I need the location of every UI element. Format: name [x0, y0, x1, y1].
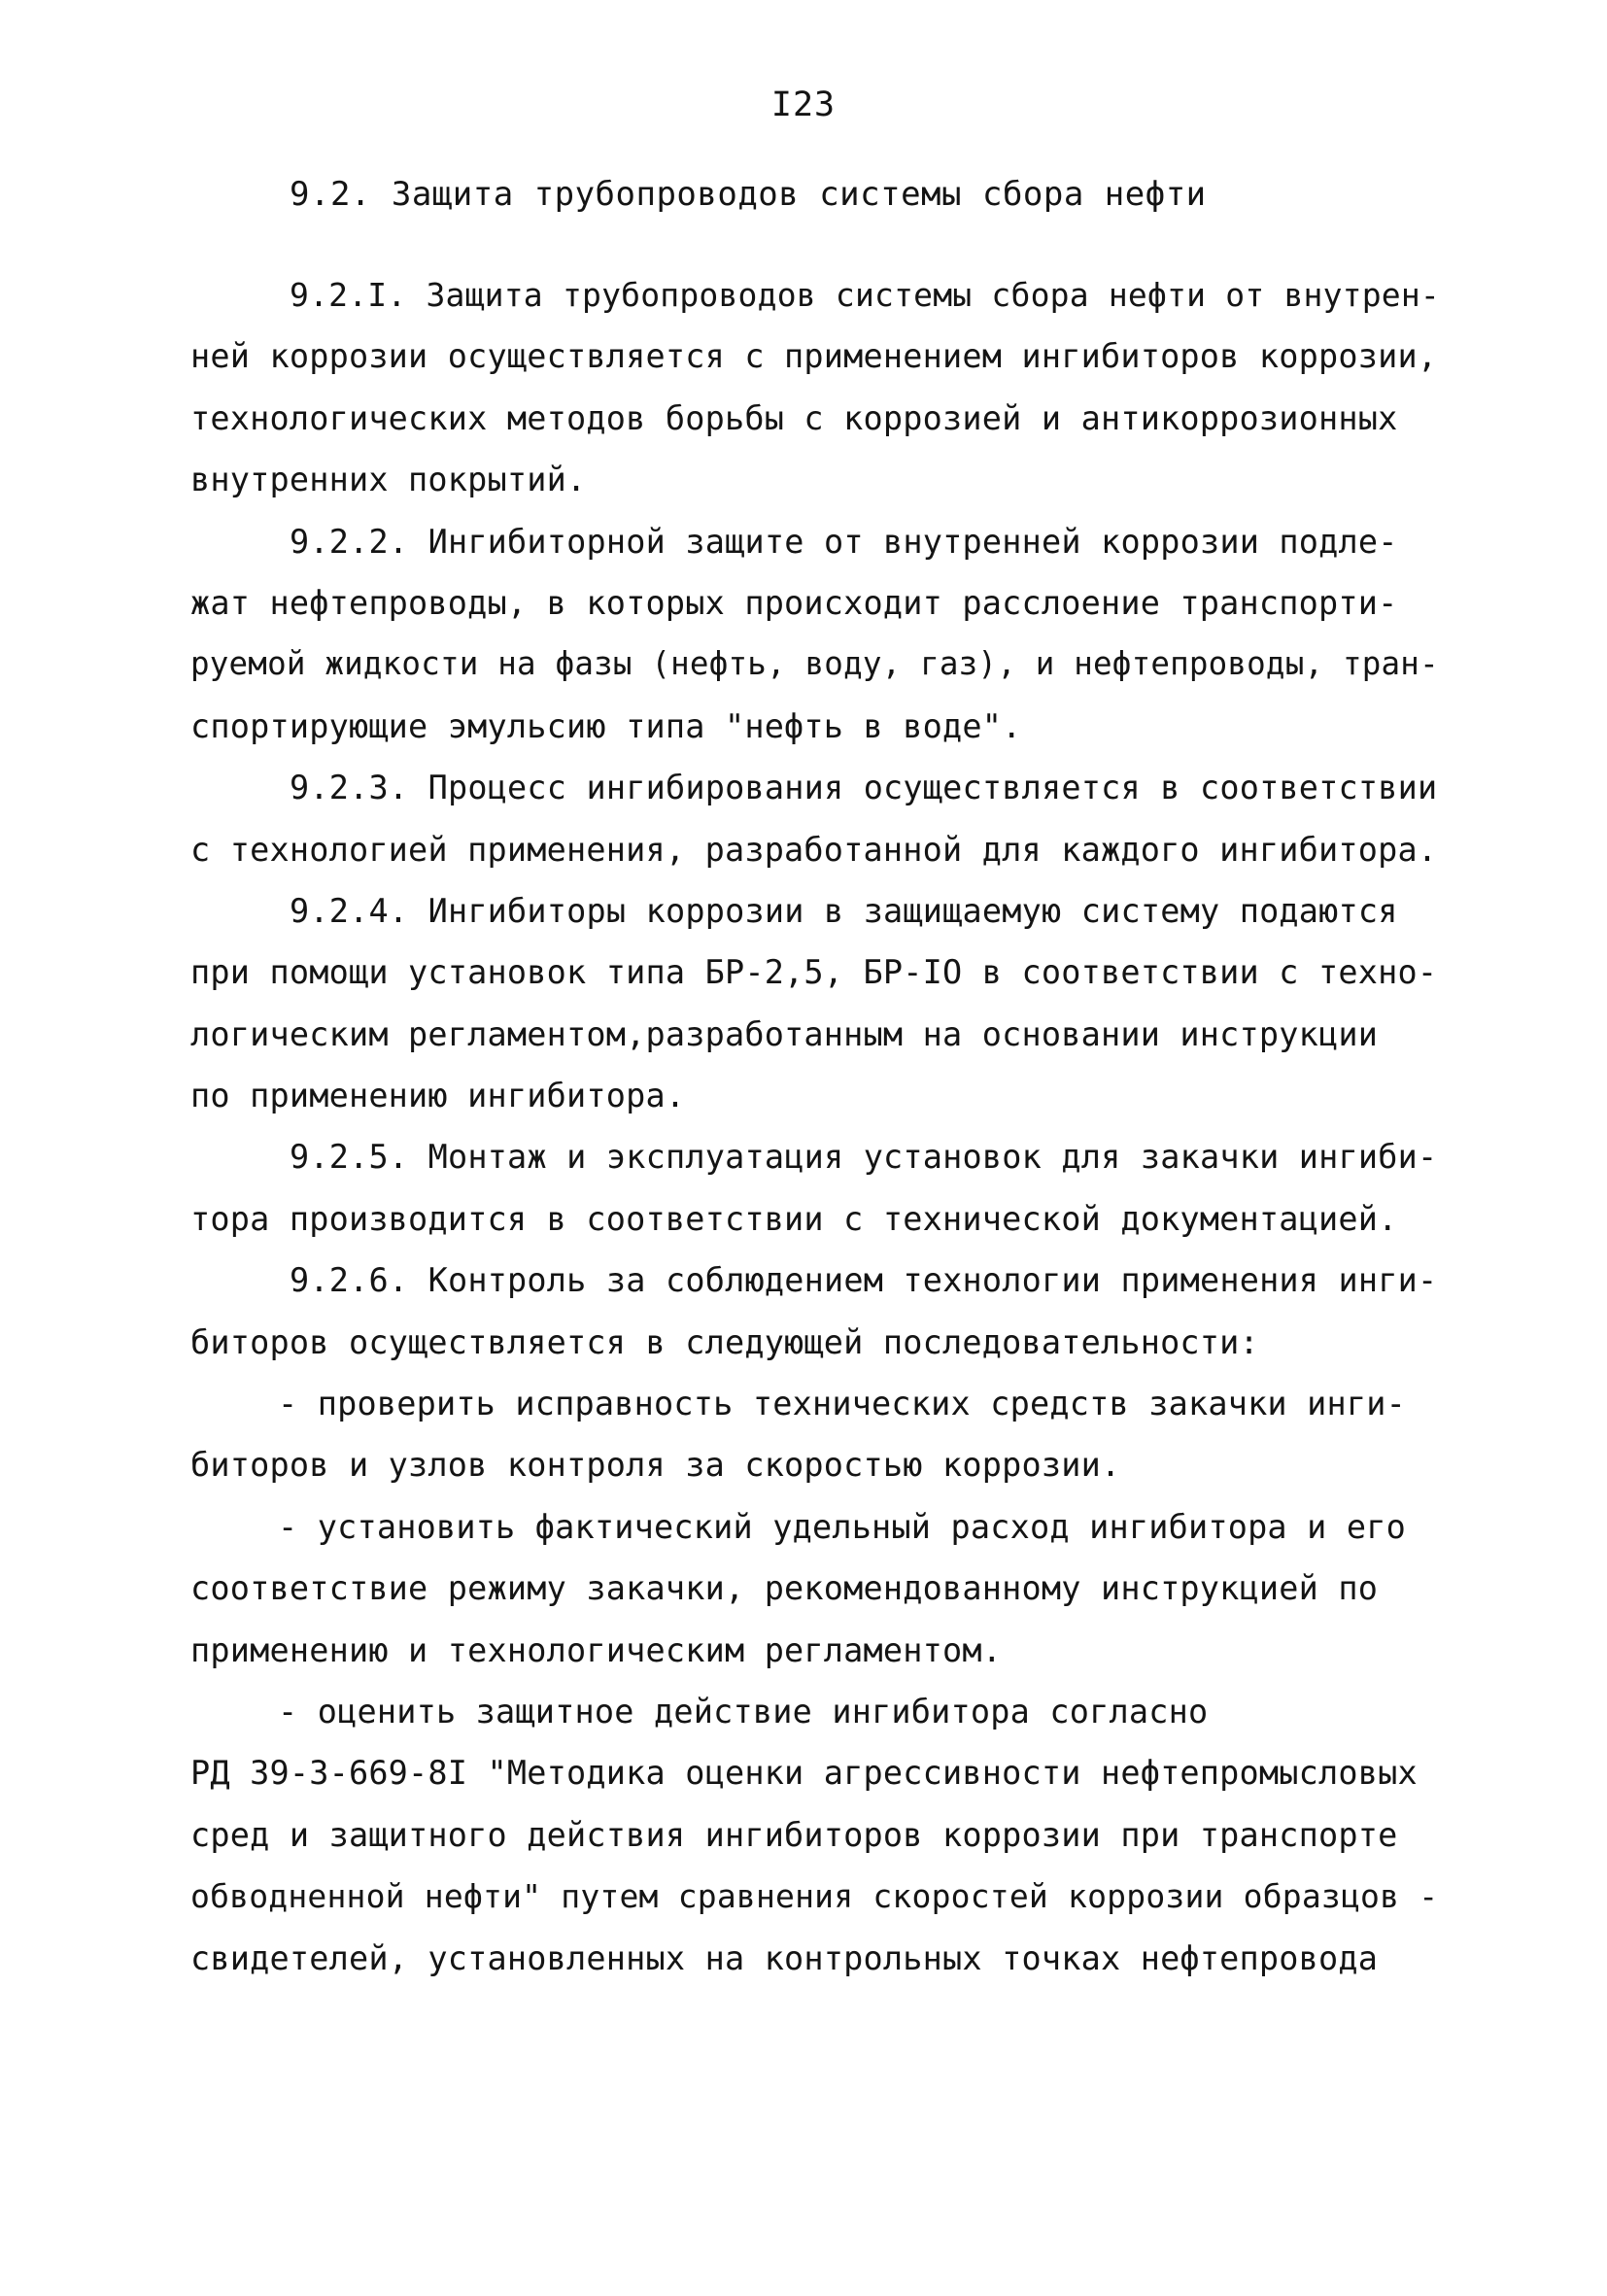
text-line: ней коррозии осуществляется с применением ингибиторов коррозии,: [190, 337, 1438, 376]
text-line: 9.2.2. Ингибиторной защите от внутренней коррозии подле-: [290, 522, 1398, 561]
text-line: обводненной нефти" путем сравнения скоростей коррозии образцов -: [190, 1877, 1439, 1916]
text-line: внутренних покрытий.: [190, 461, 587, 499]
text-line: тора производится в соответствии с технической документацией.: [190, 1199, 1398, 1238]
page-number: I23: [770, 86, 837, 124]
text-line: соответствие режиму закачки, рекомендованному инструкцией по: [190, 1569, 1379, 1608]
text-line: с технологией применения, разработанной для каждого ингибитора.: [190, 830, 1438, 869]
text-line: биторов и узлов контроля за скоростью коррозии.: [190, 1446, 1121, 1485]
text-line: по применению ингибитора.: [190, 1077, 686, 1115]
text-line: логическим регламентом,разработанным на основании инструкции: [190, 1014, 1379, 1053]
text-line: - установить фактический удельный расход ингибитора и его: [278, 1507, 1407, 1546]
body-text: [190, 264, 1444, 1989]
text-line: 9.2.3. Процесс ингибирования осуществляется в соответствии: [290, 769, 1438, 807]
text-line: 9.2.5. Монтаж и эксплуатация установок для закачки ингиби-: [290, 1138, 1438, 1177]
text-line: - оценить защитное действие ингибитора согласно: [278, 1692, 1209, 1731]
text-line: жат нефтепроводы, в которых происходит расслоение транспорти-: [190, 583, 1398, 622]
text-line: 9.2.I. Защита трубопроводов системы сбора нефти от внутрен-: [290, 276, 1440, 314]
text-line: РД 39-3-669-8I "Методика оценки агрессивности нефтепромысловых: [190, 1754, 1418, 1793]
text-line: - проверить исправность технических средств закачки инги-: [278, 1385, 1407, 1423]
text-line: биторов осуществляется в следующей последовательности:: [190, 1322, 1259, 1361]
text-line: свидетелей, установленных на контрольных точках нефтепровода: [190, 1938, 1379, 1977]
text-line: спортирующие эмульсию типа "нефть в воде".: [190, 706, 1022, 745]
text-line: при помощи установок типа БР-2,5, БР-IO в соответствии с техно-: [190, 953, 1438, 992]
text-line: 9.2.6. Контроль за соблюдением технологии применения инги-: [290, 1261, 1438, 1300]
text-line: технологических методов борьбы с коррозией и антикоррозионных: [190, 398, 1398, 437]
text-line: 9.2.4. Ингибиторы коррозии в защищаемую систему подаются: [290, 891, 1398, 930]
section-title: 9.2. Защита трубопроводов системы сбора нефти: [290, 175, 1207, 214]
text-line: сред и защитного действия ингибиторов коррозии при транспорте: [190, 1815, 1398, 1854]
text-line: руемой жидкости на фазы (нефть, воду, газ), и нефтепроводы, тран-: [190, 645, 1439, 683]
text-line: применению и технологическим регламентом.: [190, 1630, 1003, 1669]
